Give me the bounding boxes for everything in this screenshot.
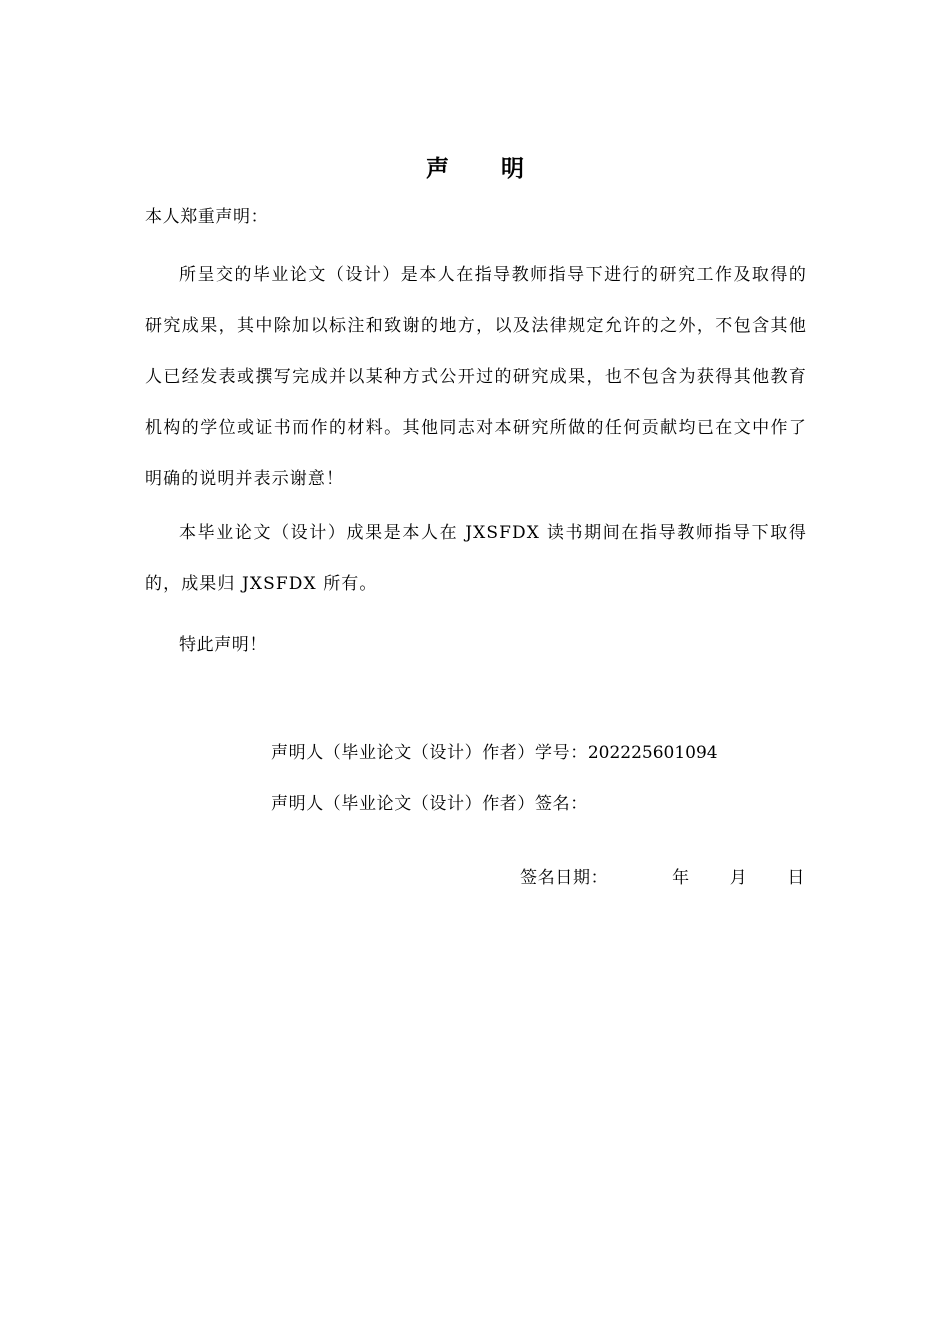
title-char-2: 明	[501, 155, 524, 182]
student-id-row	[271, 741, 718, 765]
signature-label: 声明人（毕业论文（设计）作者）签名：	[271, 794, 588, 814]
sign-date-row	[520, 866, 805, 890]
signature-row	[271, 792, 588, 816]
student-id-label: 声明人（毕业论文（设计）作者）学号：	[271, 743, 588, 763]
declaration-paragraph-2: 本毕业论文（设计）成果是本人在 JXSFDX 读书期间在指导教师指导下取得的，成果归 JXSFDX 所有。	[145, 523, 807, 594]
page-title	[0, 150, 950, 183]
student-id-value: 202225601094	[587, 743, 718, 763]
sign-date-label: 签名日期：	[520, 868, 609, 888]
intro-line: 本人郑重声明：	[145, 207, 269, 227]
declaration-paragraph-1: 所呈交的毕业论文（设计）是本人在指导教师指导下进行的研究工作及取得的研究成果，其中除加以标注和致谢的地方，以及法律规定允许的之外，不包含其他人已经发表或撰写完成并以某种方式公开过的研究成果，也不包含为获得其他教育机构的学位或证书而作的材料。其他同志对本研究所做的任何贡献均已在文中作了明确的说明并表示谢意！	[145, 265, 807, 489]
title-char-1: 声	[426, 155, 449, 182]
day-unit: 日	[787, 868, 805, 888]
closing-line: 特此声明！	[179, 635, 267, 655]
month-unit: 月	[729, 868, 748, 888]
year-unit: 年	[672, 868, 690, 888]
